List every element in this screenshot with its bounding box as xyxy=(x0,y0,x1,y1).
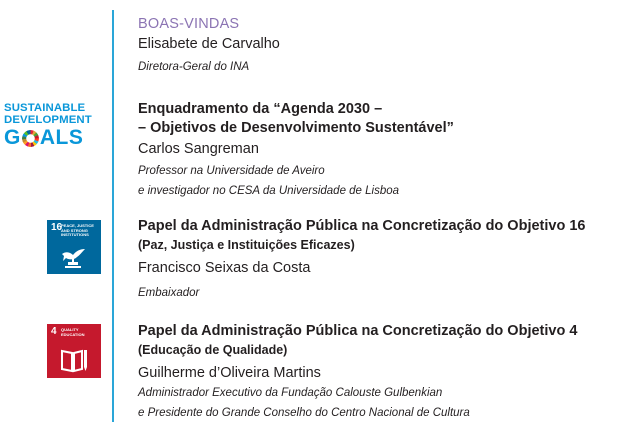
sdg-logo-goals xyxy=(4,127,100,149)
dove-gavel-icon xyxy=(59,242,89,270)
sdg-logo xyxy=(4,102,100,149)
agenda-speaker: Carlos Sangreman xyxy=(138,141,259,157)
agenda-section xyxy=(138,100,630,201)
goal-4-number: 4 xyxy=(51,326,57,337)
agenda-title-line1: Enquadramento da “Agenda 2030 – xyxy=(138,101,383,117)
book-pencil-icon xyxy=(59,346,89,374)
sdg-color-wheel-icon xyxy=(22,130,39,147)
agenda-role-line2: e investigador no CESA da Universidade de Lisboa xyxy=(138,185,400,197)
objective4-section xyxy=(138,322,630,423)
objective4-role-line2: e Presidente do Grande Conselho do Centro Nacional de Cultura xyxy=(138,407,470,419)
goal-16-number: 16 xyxy=(51,222,63,233)
objective4-title: Papel da Administração Pública na Concretização do Objetivo 4 xyxy=(138,323,578,339)
sdg-goal-16-tile xyxy=(47,220,101,274)
vertical-divider xyxy=(112,10,114,422)
objective4-subtitle: (Educação de Qualidade) xyxy=(138,343,288,357)
goals-letters-als: ALS xyxy=(39,126,84,149)
objective16-section xyxy=(138,217,630,303)
objective16-speaker: Francisco Seixas da Costa xyxy=(138,260,311,276)
objective16-title: Papel da Administração Pública na Concretização do Objetivo 16 xyxy=(138,218,586,234)
welcome-kicker: BOAS-VINDAS xyxy=(138,16,240,32)
sdg-goal-4-tile xyxy=(47,324,101,378)
welcome-section xyxy=(138,14,630,77)
goal-16-caption: PEACE, JUSTICE AND STRONG INSTITUTIONS xyxy=(61,223,94,237)
welcome-speaker: Elisabete de Carvalho xyxy=(138,36,280,52)
objective4-role-line1: Administrador Executivo da Fundação Calouste Gulbenkian xyxy=(138,387,443,399)
goals-letter-g: G xyxy=(4,126,21,149)
sdg-logo-line1: SUSTAINABLE xyxy=(4,102,86,114)
welcome-role: Diretora-Geral do INA xyxy=(138,61,250,73)
goal-4-caption: QUALITY EDUCATION xyxy=(61,327,85,337)
objective16-role: Embaixador xyxy=(138,287,200,299)
objective4-speaker: Guilherme d’Oliveira Martins xyxy=(138,365,321,381)
sdg-logo-line2: DEVELOPMENT xyxy=(4,114,92,126)
agenda-title-line2: – Objetivos de Desenvolvimento Sustentável” xyxy=(138,120,454,136)
objective16-subtitle: (Paz, Justiça e Instituições Eficazes) xyxy=(138,238,355,252)
agenda-role-line1: Professor na Universidade de Aveiro xyxy=(138,165,325,177)
